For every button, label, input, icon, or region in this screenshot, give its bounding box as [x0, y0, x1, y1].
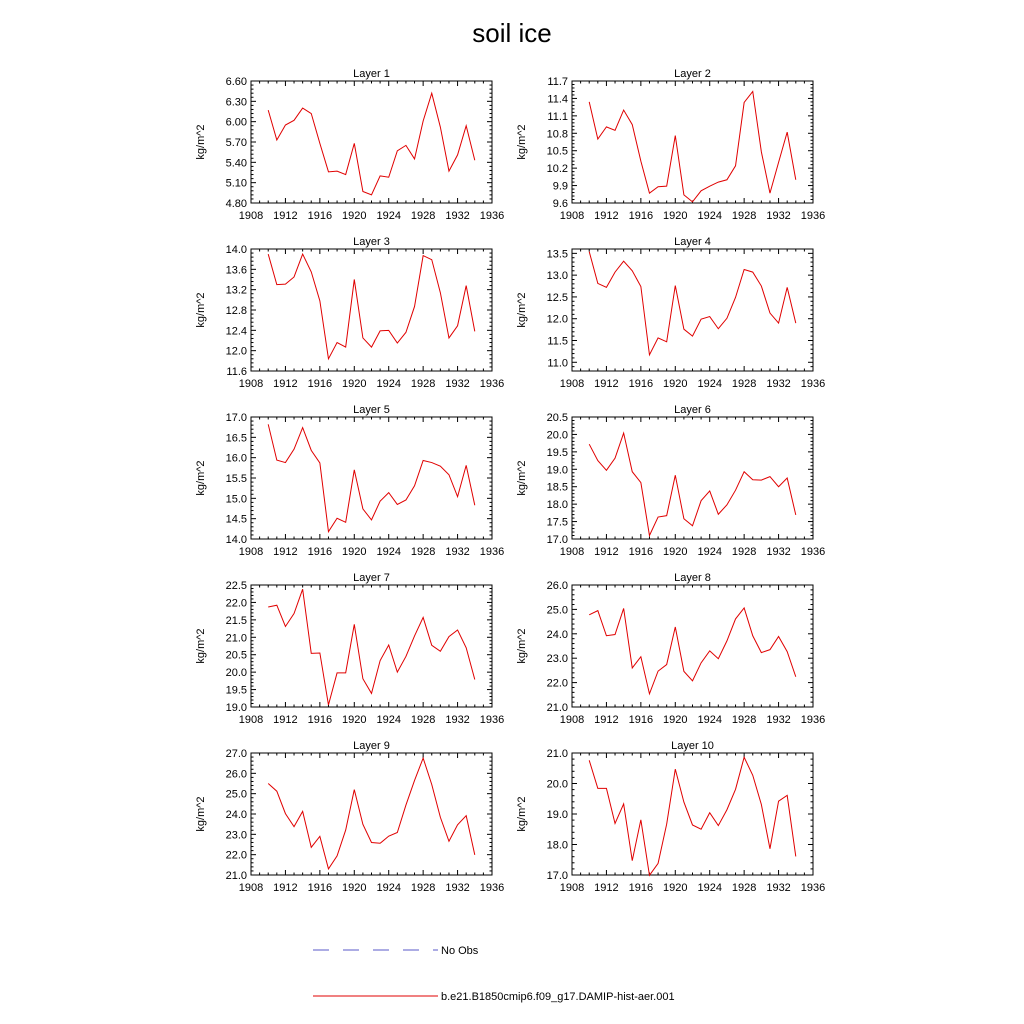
layer-4-series-line	[589, 252, 796, 355]
layer-5-y-tick-label: 14.5	[225, 513, 247, 526]
layer-9-x-tick-label: 1924	[376, 882, 401, 894]
layer-7-x-tick-label: 1908	[238, 714, 264, 726]
layer-1-plot-frame	[251, 81, 492, 203]
layer-6-plot-frame	[572, 417, 813, 539]
layer-5-x-tick-label: 1916	[307, 546, 333, 558]
layer-7-y-tick-label: 19.5	[225, 684, 247, 697]
layer-3-y-tick-label: 14.0	[225, 244, 247, 256]
layer-4-y-axis-label: kg/m^2	[516, 292, 528, 328]
layer-6-x-tick-label: 1916	[628, 546, 654, 558]
layer-1-panel	[195, 68, 504, 222]
layer-2-y-tick-label: 11.7	[547, 76, 568, 88]
layer-8-x-tick-label: 1920	[663, 714, 688, 726]
layer-1-y-tick-label: 5.70	[225, 137, 247, 149]
layer-9-series-line	[268, 758, 475, 869]
layer-1-x-tick-label: 1920	[342, 210, 367, 222]
layer-8-y-axis-label: kg/m^2	[516, 628, 528, 664]
legend-model-label: b.e21.B1850cmip6.f09_g17.DAMIP-hist-aer.001	[441, 991, 675, 1003]
layer-5-panel	[195, 404, 504, 558]
layer-7-y-tick-label: 22.0	[225, 597, 247, 610]
layer-1-x-tick-label: 1936	[479, 210, 505, 222]
layer-3-y-tick-label: 12.8	[225, 305, 247, 317]
layer-5-x-tick-label: 1920	[342, 546, 367, 558]
layer-1-y-tick-label: 6.60	[225, 76, 247, 88]
layer-6-x-tick-label: 1924	[697, 546, 722, 558]
layer-10-x-tick-label: 1908	[559, 882, 585, 894]
layer-7-x-tick-label: 1936	[479, 714, 505, 726]
layer-4-x-tick-label: 1920	[663, 378, 688, 390]
layer-6-x-tick-label: 1928	[731, 546, 757, 558]
layer-1-x-tick-label: 1912	[273, 210, 298, 222]
layer-9-y-tick-label: 27.0	[225, 748, 247, 760]
layer-5-y-tick-label: 17.0	[225, 412, 247, 424]
layer-1-x-tick-label: 1928	[410, 210, 436, 222]
layer-2-title: Layer 2	[674, 68, 711, 80]
layer-9-panel	[195, 740, 504, 894]
layer-5-y-tick-label: 16.0	[225, 452, 247, 465]
layer-3-x-tick-label: 1924	[376, 378, 401, 390]
layer-4-y-tick-label: 13.5	[546, 248, 568, 261]
layer-6-y-tick-label: 20.0	[546, 429, 568, 442]
layer-9-x-tick-label: 1928	[410, 882, 436, 894]
layer-6-x-tick-label: 1912	[594, 546, 619, 558]
layer-3-y-tick-label: 13.2	[225, 284, 247, 297]
layer-7-y-tick-label: 22.5	[225, 580, 247, 592]
layer-1-x-tick-label: 1916	[307, 210, 333, 222]
panels	[195, 68, 825, 894]
layer-6-series-line	[589, 433, 796, 535]
layer-3-x-tick-label: 1932	[445, 378, 470, 390]
layer-8-panel	[516, 572, 825, 726]
layer-10-y-axis-label: kg/m^2	[516, 796, 528, 832]
layer-1-x-tick-label: 1924	[376, 210, 401, 222]
layer-6-x-tick-label: 1936	[800, 546, 826, 558]
layer-1-y-tick-label: 5.40	[225, 157, 247, 170]
layer-1-y-tick-label: 4.80	[225, 198, 247, 210]
legend-no-obs-label: No Obs	[441, 945, 479, 957]
layer-8-plot-frame	[572, 585, 813, 707]
layer-2-y-tick-label: 10.5	[546, 145, 568, 158]
layer-9-y-tick-label: 21.0	[225, 870, 247, 882]
layer-3-x-tick-label: 1908	[238, 378, 264, 390]
layer-10-y-tick-label: 20.0	[546, 778, 568, 791]
layer-7-y-tick-label: 21.5	[225, 614, 247, 627]
layer-6-y-tick-label: 19.5	[546, 446, 568, 459]
layer-10-y-tick-label: 19.0	[546, 809, 568, 821]
layer-4-plot-frame	[572, 249, 813, 371]
layer-4-x-tick-label: 1924	[697, 378, 722, 390]
layer-3-y-tick-label: 12.0	[225, 345, 247, 358]
layer-6-title: Layer 6	[674, 404, 711, 416]
layer-1-y-tick-label: 5.10	[225, 177, 247, 190]
layer-8-x-tick-label: 1908	[559, 714, 585, 726]
layer-5-y-axis-label: kg/m^2	[195, 460, 207, 496]
layer-8-x-tick-label: 1928	[731, 714, 757, 726]
layer-3-series-line	[268, 254, 475, 359]
layer-10-x-tick-label: 1912	[594, 882, 619, 894]
layer-3-x-tick-label: 1928	[410, 378, 436, 390]
layer-3-y-axis-label: kg/m^2	[195, 292, 207, 328]
figure-title: soil ice	[472, 18, 552, 48]
layer-8-y-tick-label: 21.0	[546, 702, 568, 714]
layer-3-x-tick-label: 1912	[273, 378, 298, 390]
layer-2-y-tick-label: 9.9	[552, 180, 568, 193]
layer-9-x-tick-label: 1916	[307, 882, 333, 894]
layer-5-y-tick-label: 14.0	[225, 534, 247, 546]
layer-3-x-tick-label: 1920	[342, 378, 367, 390]
layer-8-x-tick-label: 1936	[800, 714, 826, 726]
layer-8-y-tick-label: 23.0	[546, 653, 568, 666]
layer-5-x-tick-label: 1924	[376, 546, 401, 558]
layer-3-title: Layer 3	[353, 236, 390, 248]
layer-7-x-tick-label: 1912	[273, 714, 298, 726]
layer-10-y-tick-label: 17.0	[546, 870, 568, 882]
layer-3-x-tick-label: 1916	[307, 378, 333, 390]
layer-7-x-tick-label: 1920	[342, 714, 367, 726]
layer-7-y-tick-label: 21.0	[225, 632, 247, 645]
legend	[313, 945, 675, 1003]
layer-2-x-tick-label: 1924	[697, 210, 722, 222]
layer-1-series-line	[268, 93, 475, 195]
layer-4-x-tick-label: 1928	[731, 378, 757, 390]
layer-9-x-tick-label: 1932	[445, 882, 470, 894]
layer-6-x-tick-label: 1932	[766, 546, 791, 558]
layer-6-x-tick-label: 1908	[559, 546, 585, 558]
layer-2-x-tick-label: 1932	[766, 210, 791, 222]
layer-3-x-tick-label: 1936	[479, 378, 505, 390]
layer-9-y-tick-label: 25.0	[225, 788, 247, 801]
layer-9-x-tick-label: 1908	[238, 882, 264, 894]
layer-9-y-axis-label: kg/m^2	[195, 796, 207, 832]
layer-9-plot-frame	[251, 753, 492, 875]
layer-2-y-tick-label: 9.6	[552, 198, 568, 210]
layer-1-x-tick-label: 1932	[445, 210, 470, 222]
layer-5-y-tick-label: 15.5	[225, 473, 247, 485]
layer-4-y-tick-label: 13.0	[546, 270, 568, 283]
layer-10-x-tick-label: 1916	[628, 882, 654, 894]
layer-9-y-tick-label: 24.0	[225, 809, 247, 821]
layer-1-y-tick-label: 6.30	[225, 96, 247, 109]
layer-5-plot-frame	[251, 417, 492, 539]
layer-9-y-tick-label: 22.0	[225, 849, 247, 862]
layer-3-panel	[195, 236, 504, 390]
layer-7-x-tick-label: 1932	[445, 714, 470, 726]
layer-6-y-tick-label: 19.0	[546, 464, 568, 477]
layer-2-x-tick-label: 1920	[663, 210, 688, 222]
layer-3-y-tick-label: 11.6	[226, 366, 247, 378]
layer-10-x-tick-label: 1928	[731, 882, 757, 894]
layer-2-plot-frame	[572, 81, 813, 203]
layer-7-x-tick-label: 1916	[307, 714, 333, 726]
layer-2-y-tick-label: 10.2	[546, 163, 568, 176]
layer-4-x-tick-label: 1912	[594, 378, 619, 390]
layer-7-series-line	[268, 589, 475, 705]
layer-10-x-tick-label: 1932	[766, 882, 791, 894]
layer-9-x-tick-label: 1920	[342, 882, 367, 894]
layer-2-y-axis-label: kg/m^2	[516, 124, 528, 160]
layer-8-x-tick-label: 1932	[766, 714, 791, 726]
layer-7-x-tick-label: 1928	[410, 714, 436, 726]
layer-2-y-tick-label: 11.4	[547, 93, 568, 106]
layer-2-x-tick-label: 1908	[559, 210, 585, 222]
layer-7-x-tick-label: 1924	[376, 714, 401, 726]
layer-2-panel	[516, 68, 825, 222]
layer-2-x-tick-label: 1912	[594, 210, 619, 222]
layer-4-title: Layer 4	[674, 236, 711, 248]
layer-8-y-tick-label: 24.0	[546, 628, 568, 641]
layer-7-title: Layer 7	[353, 572, 390, 584]
layer-8-series-line	[589, 608, 796, 694]
layer-4-x-tick-label: 1936	[800, 378, 826, 390]
layer-1-y-tick-label: 6.00	[225, 116, 247, 129]
layer-5-series-line	[268, 424, 475, 531]
layer-8-x-tick-label: 1924	[697, 714, 722, 726]
layer-8-title: Layer 8	[674, 572, 711, 584]
layer-9-y-tick-label: 26.0	[225, 768, 247, 781]
layer-5-y-tick-label: 15.0	[225, 493, 247, 506]
layer-4-x-tick-label: 1916	[628, 378, 654, 390]
layer-9-title: Layer 9	[353, 740, 390, 752]
layer-3-y-tick-label: 12.4	[225, 325, 247, 338]
layer-8-x-tick-label: 1912	[594, 714, 619, 726]
layer-5-x-tick-label: 1912	[273, 546, 298, 558]
layer-6-y-axis-label: kg/m^2	[516, 460, 528, 496]
layer-1-x-tick-label: 1908	[238, 210, 264, 222]
layer-7-y-tick-label: 20.5	[225, 649, 247, 662]
layer-4-y-tick-label: 11.5	[547, 335, 568, 348]
layer-2-x-tick-label: 1928	[731, 210, 757, 222]
layer-5-x-tick-label: 1928	[410, 546, 436, 558]
layer-4-y-tick-label: 11.0	[547, 357, 568, 370]
layer-10-panel	[516, 740, 825, 894]
layer-9-y-tick-label: 23.0	[225, 829, 247, 842]
layer-7-y-tick-label: 19.0	[225, 702, 247, 714]
layer-4-y-tick-label: 12.0	[546, 313, 568, 326]
layer-7-y-tick-label: 20.0	[225, 667, 247, 680]
layer-6-panel	[516, 404, 825, 558]
layer-7-y-axis-label: kg/m^2	[195, 628, 207, 664]
layer-8-y-tick-label: 22.0	[546, 677, 568, 690]
layer-4-y-tick-label: 12.5	[546, 291, 568, 304]
layer-3-plot-frame	[251, 249, 492, 371]
layer-2-y-tick-label: 11.1	[547, 110, 568, 123]
layer-10-y-tick-label: 21.0	[546, 748, 568, 760]
layer-2-series-line	[589, 91, 796, 201]
layer-2-x-tick-label: 1936	[800, 210, 826, 222]
layer-1-y-axis-label: kg/m^2	[195, 124, 207, 160]
layer-10-y-tick-label: 18.0	[546, 839, 568, 852]
layer-6-y-tick-label: 17.0	[546, 534, 568, 546]
layer-3-y-tick-label: 13.6	[225, 264, 247, 277]
layer-5-x-tick-label: 1932	[445, 546, 470, 558]
layer-10-title: Layer 10	[671, 740, 714, 752]
layer-10-x-tick-label: 1920	[663, 882, 688, 894]
layer-6-x-tick-label: 1920	[663, 546, 688, 558]
layer-5-x-tick-label: 1936	[479, 546, 505, 558]
layer-6-y-tick-label: 18.0	[546, 499, 568, 512]
layer-5-y-tick-label: 16.5	[225, 432, 247, 445]
layer-1-title: Layer 1	[353, 68, 390, 80]
layer-5-title: Layer 5	[353, 404, 390, 416]
layer-9-x-tick-label: 1936	[479, 882, 505, 894]
layer-6-y-tick-label: 20.5	[546, 412, 568, 424]
layer-4-panel	[516, 236, 825, 390]
layer-5-x-tick-label: 1908	[238, 546, 264, 558]
layer-10-plot-frame	[572, 753, 813, 875]
layer-8-y-tick-label: 25.0	[546, 604, 568, 617]
layer-2-x-tick-label: 1916	[628, 210, 654, 222]
layer-7-plot-frame	[251, 585, 492, 707]
layer-8-x-tick-label: 1916	[628, 714, 654, 726]
layer-6-y-tick-label: 18.5	[546, 481, 568, 494]
layer-10-x-tick-label: 1936	[800, 882, 826, 894]
layer-4-x-tick-label: 1932	[766, 378, 791, 390]
layer-10-x-tick-label: 1924	[697, 882, 722, 894]
layer-6-y-tick-label: 17.5	[546, 516, 568, 529]
layer-8-y-tick-label: 26.0	[546, 580, 568, 592]
layer-9-x-tick-label: 1912	[273, 882, 298, 894]
layer-4-x-tick-label: 1908	[559, 378, 585, 390]
layer-10-series-line	[589, 757, 796, 875]
layer-2-y-tick-label: 10.8	[546, 128, 568, 141]
layer-7-panel	[195, 572, 504, 726]
